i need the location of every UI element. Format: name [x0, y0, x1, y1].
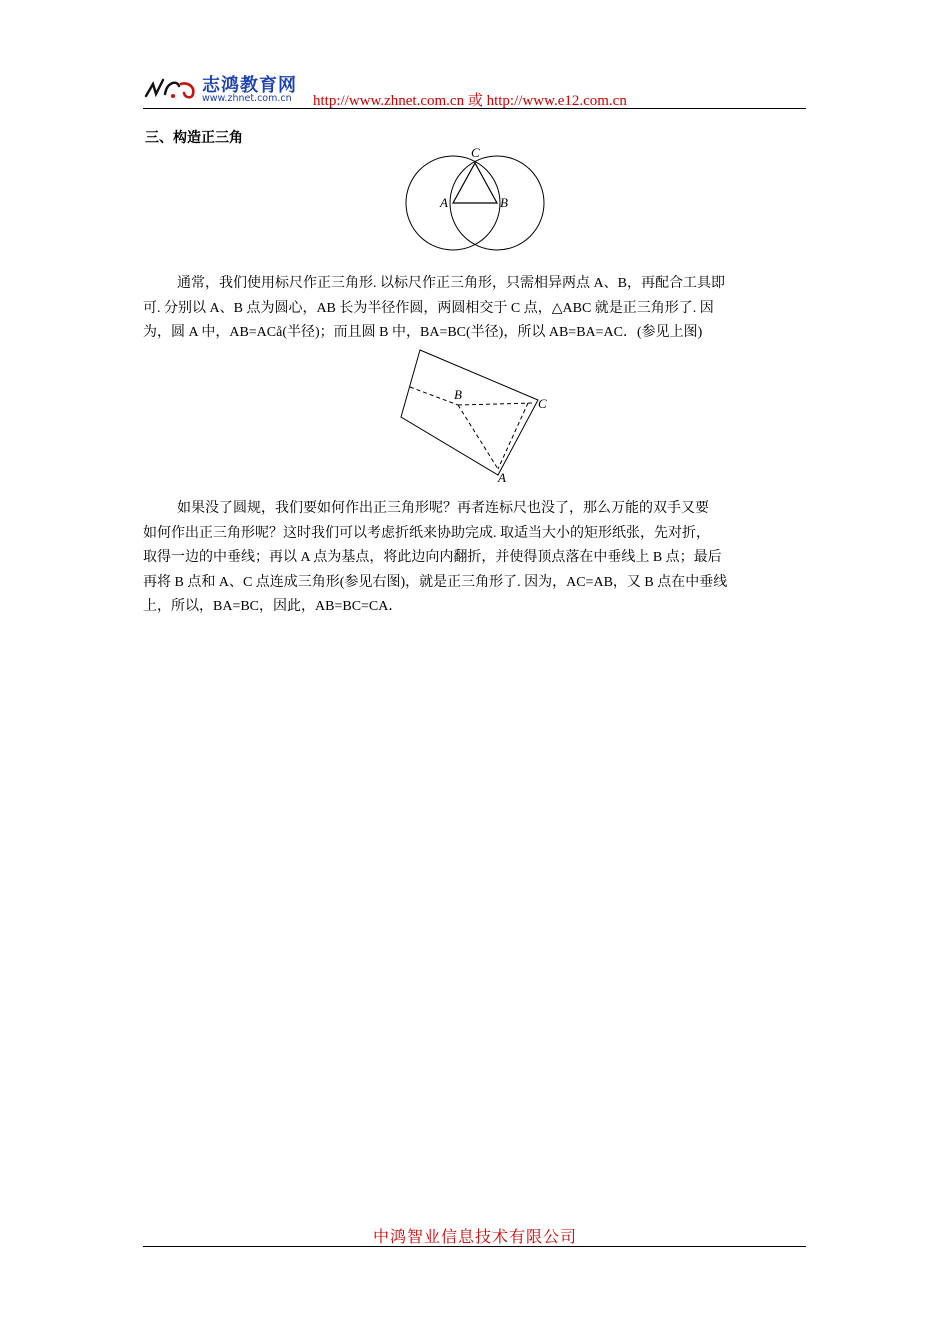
paragraph-line: 如何作出正三角形呢？这时我们可以考虑折纸来协助完成. 取适当大小的矩形纸张，先对折，: [143, 525, 710, 541]
site-logo[interactable]: [143, 70, 313, 108]
figure-folded-paper: [398, 345, 558, 485]
paragraph-line: 如果没了圆规，我们要如何作出正三角形呢？再者连标尺也没了，那么万能的双手又要: [177, 501, 709, 516]
paragraph-folding-method: [143, 497, 806, 620]
header-divider: [143, 108, 806, 109]
paragraph-line: 取得一边的中垂线；再以 A 点为基点，将此边向内翻折，并使得顶点落在中垂线上 B 点；最后: [143, 550, 722, 565]
fold-line-ac: [498, 403, 528, 469]
figure-two-circles: [403, 145, 548, 255]
footer-company: 中鸿智业信息技术有限公司: [372, 1227, 577, 1246]
fold-line-b-edge: [410, 387, 458, 405]
paragraph-line: 为，圆 A 中，AB=ACå(半径)；而且圆 B 中，BA=BC(半径)，所以 AB=BA=AC．(参见上图): [143, 325, 703, 340]
logo-mark-icon: [143, 74, 201, 104]
fold-line-ba: [458, 405, 498, 469]
header-links[interactable]: http://www.zhnet.com.cn 或 http://www.e12.com.cn: [313, 93, 627, 109]
fold-line-bc: [458, 403, 534, 405]
label-c: C: [471, 145, 480, 160]
paper-rectangle: [401, 350, 538, 475]
footer-divider: [143, 1246, 806, 1247]
logo-url: www.zhnet.com.cn: [202, 93, 292, 104]
paragraph-line: 可. 分别以 A、B 点为圆心，AB 长为半径作圆，两圆相交于 C 点，△ABC 就是正三角形了. 因: [143, 300, 714, 316]
paragraph-line: 再将 B 点和 A、C 点连成三角形(参见右图)，就是正三角形了. 因为，AC=AB，又 B 点在中垂线: [143, 574, 728, 590]
triangle-abc: [453, 163, 497, 203]
label-a: A: [498, 470, 506, 485]
paragraph-line: 上，所以，BA=BC，因此，AB=BC=CA．: [143, 599, 403, 614]
label-a: A: [440, 195, 448, 210]
label-b: B: [454, 387, 462, 402]
paragraph-line: 通常，我们使用标尺作正三角形. 以标尺作正三角形，只需相异两点 A、B，再配合工具即: [177, 276, 725, 291]
label-c: C: [538, 396, 547, 411]
logo-title: 志鸿教育网: [202, 75, 297, 96]
page-header: [143, 70, 806, 110]
section-title: 三、构造正三角: [145, 130, 243, 146]
label-b: B: [500, 195, 508, 210]
paragraph-compass-method: [143, 272, 806, 346]
